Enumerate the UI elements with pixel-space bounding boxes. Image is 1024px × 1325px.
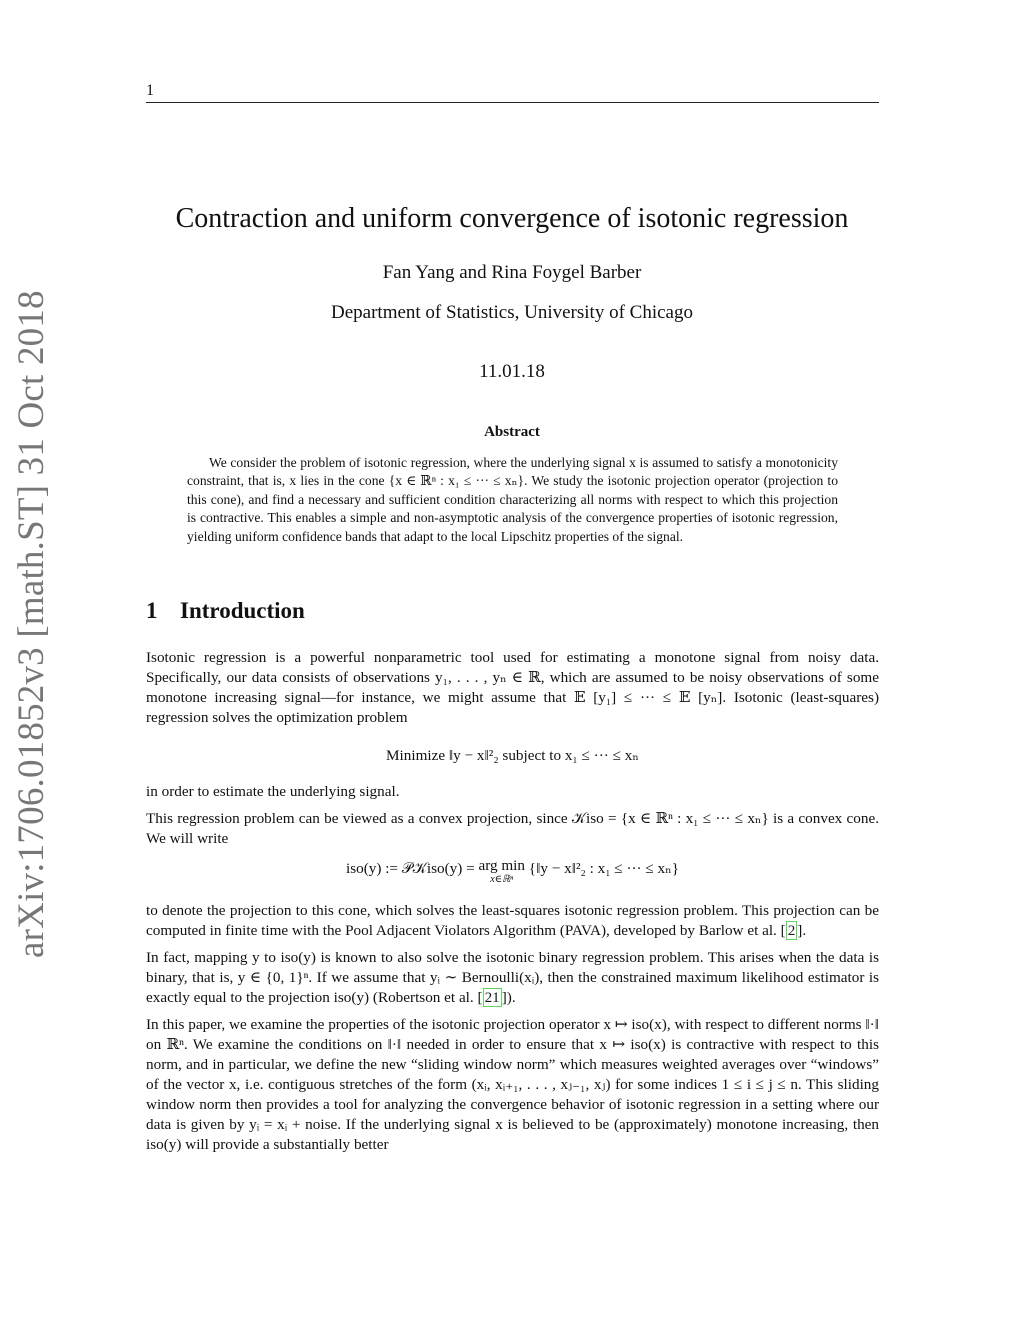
equation-rhs: {‖y − x‖²₂ : x₁ ≤ ··· ≤ xₙ}: [528, 860, 679, 877]
section-body: [146, 648, 879, 1162]
argmin-label: arg min: [478, 857, 525, 874]
paragraph-4-text: to denote the projection to this cone, which solves the least-squares isotonic regression problem. This projection can be computed in finite time with the Pool Adjacent Violators Algorithm (PAVA), developed by Barlow et al. [: [146, 902, 879, 939]
paper-title: Contraction and uniform convergence of isotonic regression: [175, 203, 849, 234]
section-title: Introduction: [180, 598, 305, 623]
paragraph-5-end: ]).: [501, 989, 516, 1006]
arxiv-stamp: arXiv:1706.01852v3 [math.ST] 31 Oct 2018: [11, 290, 52, 958]
paragraph-4: [146, 901, 879, 941]
abstract-body: [187, 454, 838, 546]
abstract-text: We consider the problem of isotonic regression, where the underlying signal x is assumed to satisfy a monotonicity constraint, that is, x lies in the cone {x ∈ ℝⁿ : x₁ ≤ ··· ≤ xₙ}. We study the isotonic projection operator (projection to this cone), and find a necessary and sufficient condition characterizing all norms with respect to which this projection is contractive. This enables a simple and non-asymptotic analysis of the convergence properties of isotonic regression, yielding uniform confidence bands that adapt to the local Lipschitz properties of the signal.: [187, 455, 838, 544]
paragraph-3: This regression problem can be viewed as a convex projection, since 𝒦iso = {x ∈ ℝⁿ : x₁ ≤ ··· ≤ xₙ} is a convex cone. We will write: [146, 810, 879, 847]
paragraph-4-end: ].: [797, 922, 807, 939]
section-number: 1: [146, 598, 158, 623]
paper-date: 11.01.18: [479, 361, 545, 382]
argmin-subscript: x∈ℝⁿ: [490, 874, 514, 885]
paragraph-2: in order to estimate the underlying signal.: [146, 783, 400, 800]
page-number: 1: [146, 82, 154, 99]
equation-iso-definition: [146, 859, 879, 887]
abstract-heading: Abstract: [484, 424, 540, 440]
paragraph-6: In this paper, we examine the properties of the isotonic projection operator x ↦ iso(x), with respect to different norms ‖·‖ on ℝⁿ. We examine the conditions on ‖·‖ needed in order to ensure that x ↦ iso(x) is contractive with respect to this norm, and in particular, we define the new “sliding window norm” which measures weighted averages over “windows” of the vector x, i.e. contiguous stretches of the form (xᵢ, xᵢ₊₁, . . . , xⱼ₋₁, xⱼ) for some indices 1 ≤ i ≤ j ≤ n. This sliding window norm then provides a tool for analyzing the convergence behavior of isotonic regression in a setting where our data is given by yᵢ = xᵢ + noise. If the underlying signal x is believed to be (approximately) monotone increasing, then iso(y) will provide a substantially better: [146, 1016, 879, 1153]
section-heading: [146, 598, 305, 624]
paragraph-1: Isotonic regression is a powerful nonparametric tool used for estimating a monotone signal from noisy data. Specifically, our data consists of observations y₁, . . . , yₙ ∈ ℝ, which are assumed to be noisy observations of some monotone increasing signal—for instance, we might assume that 𝔼 [y₁] ≤ ··· ≤ 𝔼 [yₙ]. Isotonic (least-squares) regression solves the optimization problem: [146, 649, 879, 726]
citation-link-21[interactable]: 21: [484, 989, 500, 1006]
argmin-operator: [478, 859, 525, 887]
citation-link-2[interactable]: 2: [787, 922, 796, 939]
paragraph-5: [146, 948, 879, 1008]
paragraph-5-text: In fact, mapping y to iso(y) is known to also solve the isotonic binary regression problem. This arises when the data is binary, that is, y ∈ {0, 1}ⁿ. If we assume that yᵢ ∼ Bernoulli(xᵢ), then the constrained maximum likelihood estimator is exactly equal to the projection iso(y) (Robertson et al. [: [146, 949, 879, 1006]
paper-affiliation: Department of Statistics, University of Chicago: [331, 302, 693, 323]
equation-lhs: iso(y) := 𝒫𝒦iso(y) =: [345, 860, 475, 877]
paper-authors: Fan Yang and Rina Foygel Barber: [382, 262, 642, 283]
equation-minimize: Minimize ‖y − x‖²₂ subject to x₁ ≤ ··· ≤ xₙ: [386, 747, 639, 764]
running-header: [146, 82, 879, 103]
